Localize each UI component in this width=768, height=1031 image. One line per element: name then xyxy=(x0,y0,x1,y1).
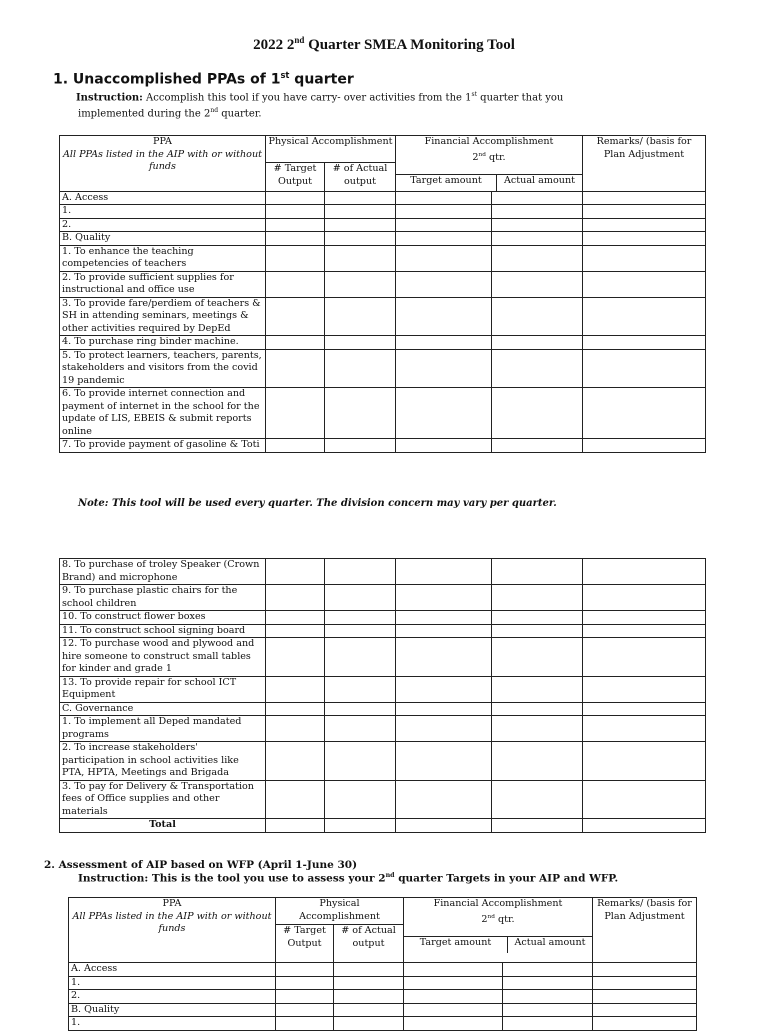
remarks-cell[interactable] xyxy=(583,611,706,625)
ppa-cell: 10. To construct flower boxes xyxy=(60,611,266,625)
actual-amount-cell[interactable] xyxy=(492,611,583,625)
target-output-cell[interactable] xyxy=(266,676,325,702)
ppa-cell: A. Access xyxy=(69,963,276,977)
document-title xyxy=(0,35,768,54)
actual-amount-cell[interactable] xyxy=(492,388,583,439)
remarks-cell[interactable] xyxy=(583,439,706,453)
header-actual-amount: Actual amount xyxy=(497,175,583,191)
remarks-cell[interactable] xyxy=(583,271,706,297)
actual-output-cell[interactable] xyxy=(325,439,396,453)
actual-output-cell[interactable] xyxy=(325,271,396,297)
target-amount-cell[interactable] xyxy=(396,388,492,439)
section1-instruction-line2 xyxy=(78,103,262,122)
actual-amount-cell[interactable] xyxy=(503,1017,593,1031)
target-output-cell[interactable] xyxy=(266,245,325,271)
table-row xyxy=(69,1003,697,1017)
section2-instruction-end: quarter Targets in your AIP and WFP. xyxy=(394,872,619,885)
ppa-cell: 13. To provide repair for school ICT Equipment xyxy=(60,676,266,702)
target-output-cell[interactable] xyxy=(276,976,334,990)
header-ppa-sub: All PPAs listed in the AIP with or without funds xyxy=(62,148,262,172)
header-ppa-label: PPA xyxy=(153,136,172,147)
instruction-text: Accomplish this tool if you have carry- over activities from the 1 xyxy=(142,92,472,104)
remarks-cell[interactable] xyxy=(583,780,706,819)
table-row xyxy=(60,585,706,611)
actual-output-cell[interactable] xyxy=(325,388,396,439)
target-amount-cell[interactable] xyxy=(396,559,492,585)
ppa-cell: 1. xyxy=(69,976,276,990)
actual-amount-cell[interactable] xyxy=(492,742,583,781)
actual-amount-cell[interactable] xyxy=(492,349,583,388)
target-amount-cell[interactable] xyxy=(396,742,492,781)
instruction-sup: st xyxy=(471,91,477,98)
target-output-cell[interactable] xyxy=(276,1003,334,1017)
actual-amount-cell[interactable] xyxy=(492,439,583,453)
section2-instruction-text: Instruction: This is the tool you use to assess your 2 xyxy=(78,872,386,885)
remarks-cell[interactable] xyxy=(583,559,706,585)
actual-amount-cell[interactable] xyxy=(492,271,583,297)
actual-amount-cell[interactable] xyxy=(492,218,583,232)
actual-amount-cell[interactable] xyxy=(503,976,593,990)
header-financial-label: Financial Accomplishment xyxy=(424,136,554,147)
actual-output-cell[interactable] xyxy=(325,676,396,702)
remarks-cell[interactable] xyxy=(583,191,706,205)
table-row xyxy=(60,349,706,388)
actual-output-cell[interactable] xyxy=(334,976,404,990)
table-row xyxy=(69,990,697,1004)
qtr-text: qtr. xyxy=(494,914,515,926)
remarks-cell[interactable] xyxy=(583,638,706,677)
target-output-cell[interactable] xyxy=(266,205,325,219)
table-row xyxy=(60,271,706,297)
remarks-cell[interactable] xyxy=(583,819,706,833)
ppa-cell: 7. To provide payment of gasoline & Toti xyxy=(60,439,266,453)
remarks-cell[interactable] xyxy=(583,624,706,638)
remarks-cell[interactable] xyxy=(583,716,706,742)
remarks-cell[interactable] xyxy=(593,1017,697,1031)
remarks-cell[interactable] xyxy=(583,676,706,702)
actual-amount-cell[interactable] xyxy=(492,780,583,819)
target-output-cell[interactable] xyxy=(266,559,325,585)
header-financial xyxy=(396,136,583,192)
header-actual-output: # of Actual output xyxy=(325,163,396,191)
table-row xyxy=(60,742,706,781)
header-remarks: Remarks/ (basis for Plan Adjustment xyxy=(583,136,706,192)
qtr-num: 2 xyxy=(472,152,479,164)
remarks-cell[interactable] xyxy=(583,205,706,219)
remarks-cell[interactable] xyxy=(583,245,706,271)
header-actual-amount: Actual amount xyxy=(508,937,593,953)
total-label: Total xyxy=(60,819,266,833)
target-amount-cell[interactable] xyxy=(396,218,492,232)
target-amount-cell[interactable] xyxy=(396,349,492,388)
section2-instruction xyxy=(78,872,618,885)
target-amount-cell[interactable] xyxy=(404,1017,503,1031)
table-row xyxy=(69,1017,697,1031)
target-output-cell[interactable] xyxy=(266,819,325,833)
table-row xyxy=(60,819,706,833)
actual-output-cell[interactable] xyxy=(325,611,396,625)
header-ppa xyxy=(69,898,276,963)
ppa-cell: 4. To purchase ring binder machine. xyxy=(60,336,266,350)
actual-output-cell[interactable] xyxy=(325,205,396,219)
actual-amount-cell[interactable] xyxy=(492,819,583,833)
actual-amount-cell[interactable] xyxy=(492,245,583,271)
ppa-cell: 1. xyxy=(60,205,266,219)
quarter-note: Note: This tool will be used every quarter. The division concern may vary per quarter. xyxy=(78,498,557,509)
target-amount-cell[interactable] xyxy=(396,191,492,205)
target-output-cell[interactable] xyxy=(276,963,334,977)
actual-amount-cell[interactable] xyxy=(492,205,583,219)
target-amount-cell[interactable] xyxy=(404,990,503,1004)
table-row xyxy=(60,297,706,336)
actual-output-cell[interactable] xyxy=(334,1003,404,1017)
table-row xyxy=(60,191,706,205)
target-amount-cell[interactable] xyxy=(396,439,492,453)
table-row xyxy=(60,388,706,439)
table-row xyxy=(69,976,697,990)
target-amount-cell[interactable] xyxy=(396,271,492,297)
title-text-end: Quarter SMEA Monitoring Tool xyxy=(304,37,515,53)
instruction-text-end: quarter. xyxy=(218,108,262,120)
instruction-text-end: quarter that you xyxy=(476,92,564,104)
table-row xyxy=(60,611,706,625)
target-output-cell[interactable] xyxy=(266,349,325,388)
actual-amount-cell[interactable] xyxy=(492,191,583,205)
qtr-sup: nd xyxy=(487,914,495,920)
target-amount-cell[interactable] xyxy=(396,702,492,716)
actual-output-cell[interactable] xyxy=(325,624,396,638)
table-row xyxy=(60,245,706,271)
table-row xyxy=(60,336,706,350)
actual-output-cell[interactable] xyxy=(325,191,396,205)
ppa-cell: 1. xyxy=(69,1017,276,1031)
target-output-cell[interactable] xyxy=(266,585,325,611)
title-text: 2022 2 xyxy=(253,37,295,53)
ppa-cell: B. Quality xyxy=(60,232,266,246)
section2-instruction-sup: nd xyxy=(385,872,395,879)
target-output-cell[interactable] xyxy=(266,611,325,625)
remarks-cell[interactable] xyxy=(583,388,706,439)
target-amount-cell[interactable] xyxy=(396,585,492,611)
ppa-table-section1 xyxy=(59,135,706,453)
target-amount-cell[interactable] xyxy=(404,1003,503,1017)
remarks-cell[interactable] xyxy=(593,976,697,990)
target-output-cell[interactable] xyxy=(266,191,325,205)
ppa-cell: 5. To protect learners, teachers, parents, stakeholders and visitors from the covid 19 pandemic xyxy=(60,349,266,388)
table-row xyxy=(60,702,706,716)
ppa-cell: 1. To enhance the teaching competencies of teachers xyxy=(60,245,266,271)
table-row xyxy=(60,218,706,232)
section1-title-sup: st xyxy=(280,70,290,80)
header-target-amount: Target amount xyxy=(396,175,497,191)
qtr-num: 2 xyxy=(481,914,488,926)
ppa-cell: B. Quality xyxy=(69,1003,276,1017)
target-amount-cell[interactable] xyxy=(396,624,492,638)
header-physical: Physical Accomplishment xyxy=(266,136,396,163)
actual-amount-cell[interactable] xyxy=(492,585,583,611)
actual-output-cell[interactable] xyxy=(325,780,396,819)
actual-amount-cell[interactable] xyxy=(492,676,583,702)
actual-output-cell[interactable] xyxy=(325,638,396,677)
target-amount-cell[interactable] xyxy=(396,336,492,350)
qtr-sup: nd xyxy=(478,152,486,158)
ppa-cell: 3. To pay for Delivery & Transportation fees of Office supplies and other materials xyxy=(60,780,266,819)
target-amount-cell[interactable] xyxy=(396,716,492,742)
header-ppa-sub: All PPAs listed in the AIP with or without funds xyxy=(72,910,272,934)
actual-amount-cell[interactable] xyxy=(492,702,583,716)
target-output-cell[interactable] xyxy=(266,638,325,677)
target-output-cell[interactable] xyxy=(266,716,325,742)
header-actual-output: # of Actual output xyxy=(334,925,404,963)
remarks-cell[interactable] xyxy=(583,742,706,781)
remarks-cell[interactable] xyxy=(583,232,706,246)
actual-amount-cell[interactable] xyxy=(492,559,583,585)
target-amount-cell[interactable] xyxy=(404,976,503,990)
table-row xyxy=(69,963,697,977)
table-row xyxy=(60,780,706,819)
ppa-cell: 2. xyxy=(60,218,266,232)
actual-amount-cell[interactable] xyxy=(492,232,583,246)
target-output-cell[interactable] xyxy=(266,780,325,819)
actual-amount-cell[interactable] xyxy=(492,638,583,677)
header-financial-qtr xyxy=(396,149,582,174)
section2-title: 2. Assessment of AIP based on WFP (April 1-June 30) xyxy=(44,859,358,871)
actual-output-cell[interactable] xyxy=(325,702,396,716)
header-target-output: # Target Output xyxy=(276,925,334,963)
header-financial xyxy=(404,898,593,963)
target-amount-cell[interactable] xyxy=(396,819,492,833)
instruction-sup: nd xyxy=(210,107,219,114)
remarks-cell[interactable] xyxy=(593,990,697,1004)
table-row xyxy=(60,676,706,702)
remarks-cell[interactable] xyxy=(583,349,706,388)
section1-title xyxy=(53,70,354,88)
table-row xyxy=(60,232,706,246)
target-output-cell[interactable] xyxy=(276,1017,334,1031)
target-amount-cell[interactable] xyxy=(396,297,492,336)
target-output-cell[interactable] xyxy=(266,624,325,638)
actual-output-cell[interactable] xyxy=(325,349,396,388)
table-row xyxy=(60,638,706,677)
actual-output-cell[interactable] xyxy=(325,336,396,350)
target-amount-cell[interactable] xyxy=(396,638,492,677)
header-remarks: Remarks/ (basis for Plan Adjustment xyxy=(593,898,697,963)
remarks-cell[interactable] xyxy=(583,336,706,350)
target-output-cell[interactable] xyxy=(266,336,325,350)
target-amount-cell[interactable] xyxy=(404,963,503,977)
table-row xyxy=(60,559,706,585)
actual-output-cell[interactable] xyxy=(325,559,396,585)
target-output-cell[interactable] xyxy=(276,990,334,1004)
ppa-cell: 2. To provide sufficient supplies for instructional and office use xyxy=(60,271,266,297)
header-ppa-label: PPA xyxy=(162,898,182,909)
section1-title-text: 1. Unaccomplished PPAs of 1 xyxy=(53,71,281,88)
remarks-cell[interactable] xyxy=(583,585,706,611)
actual-amount-cell[interactable] xyxy=(492,297,583,336)
actual-output-cell[interactable] xyxy=(334,963,404,977)
instruction-text: implemented during the 2 xyxy=(78,108,211,120)
remarks-cell[interactable] xyxy=(593,1003,697,1017)
target-output-cell[interactable] xyxy=(266,742,325,781)
instruction-label: Instruction: xyxy=(76,92,143,104)
header-ppa xyxy=(60,136,266,192)
table-row xyxy=(60,205,706,219)
actual-amount-cell[interactable] xyxy=(492,624,583,638)
remarks-cell[interactable] xyxy=(583,702,706,716)
target-output-cell[interactable] xyxy=(266,218,325,232)
actual-output-cell[interactable] xyxy=(325,716,396,742)
header-target-amount: Target amount xyxy=(404,937,508,953)
actual-output-cell[interactable] xyxy=(325,232,396,246)
section1-title-end: quarter xyxy=(289,71,354,88)
ppa-cell: A. Access xyxy=(60,191,266,205)
ppa-cell: 12. To purchase wood and plywood and hire someone to construct small tables for kinder and grade 1 xyxy=(60,638,266,677)
target-output-cell[interactable] xyxy=(266,297,325,336)
ppa-cell: C. Governance xyxy=(60,702,266,716)
table-row xyxy=(60,716,706,742)
target-output-cell[interactable] xyxy=(266,388,325,439)
actual-output-cell[interactable] xyxy=(325,245,396,271)
actual-output-cell[interactable] xyxy=(334,1017,404,1031)
table-row xyxy=(60,439,706,453)
target-amount-cell[interactable] xyxy=(396,232,492,246)
table-row xyxy=(60,624,706,638)
ppa-cell: 6. To provide internet connection and payment of internet in the school for the update of LIS, EBEIS & submit reports online xyxy=(60,388,266,439)
actual-amount-cell[interactable] xyxy=(503,990,593,1004)
financial-subheader xyxy=(404,936,592,953)
actual-output-cell[interactable] xyxy=(334,990,404,1004)
target-output-cell[interactable] xyxy=(266,702,325,716)
target-amount-cell[interactable] xyxy=(396,611,492,625)
ppa-cell: 3. To provide fare/perdiem of teachers & SH in attending seminars, meetings & other activities required by DepEd xyxy=(60,297,266,336)
ppa-table-section1-cont xyxy=(59,558,706,833)
actual-output-cell[interactable] xyxy=(325,742,396,781)
target-amount-cell[interactable] xyxy=(396,205,492,219)
actual-amount-cell[interactable] xyxy=(492,716,583,742)
actual-output-cell[interactable] xyxy=(325,819,396,833)
qtr-text: qtr. xyxy=(485,152,506,164)
ppa-cell: 11. To construct school signing board xyxy=(60,624,266,638)
actual-amount-cell[interactable] xyxy=(503,963,593,977)
aip-assessment-table xyxy=(68,897,697,1031)
header-financial-qtr xyxy=(404,911,592,936)
ppa-cell: 2. To increase stakeholders' participation in school activities like PTA, HPTA, Meetings and Brigada xyxy=(60,742,266,781)
ppa-cell: 9. To purchase plastic chairs for the school children xyxy=(60,585,266,611)
ppa-cell: 8. To purchase of troley Speaker (Crown Brand) and microphone xyxy=(60,559,266,585)
target-amount-cell[interactable] xyxy=(396,780,492,819)
ppa-cell: 2. xyxy=(69,990,276,1004)
header-target-output: # Target Output xyxy=(266,163,325,191)
remarks-cell[interactable] xyxy=(583,218,706,232)
target-amount-cell[interactable] xyxy=(396,676,492,702)
actual-output-cell[interactable] xyxy=(325,218,396,232)
header-physical: Physical Accomplishment xyxy=(276,898,404,925)
title-sup: nd xyxy=(294,35,305,45)
actual-output-cell[interactable] xyxy=(325,585,396,611)
actual-output-cell[interactable] xyxy=(325,297,396,336)
target-output-cell[interactable] xyxy=(266,439,325,453)
target-amount-cell[interactable] xyxy=(396,245,492,271)
remarks-cell[interactable] xyxy=(583,297,706,336)
ppa-cell: 1. To implement all Deped mandated programs xyxy=(60,716,266,742)
actual-amount-cell[interactable] xyxy=(503,1003,593,1017)
actual-amount-cell[interactable] xyxy=(492,336,583,350)
target-output-cell[interactable] xyxy=(266,271,325,297)
financial-subheader xyxy=(396,174,582,191)
target-output-cell[interactable] xyxy=(266,232,325,246)
header-financial-label: Financial Accomplishment xyxy=(433,898,563,909)
remarks-cell[interactable] xyxy=(593,963,697,977)
